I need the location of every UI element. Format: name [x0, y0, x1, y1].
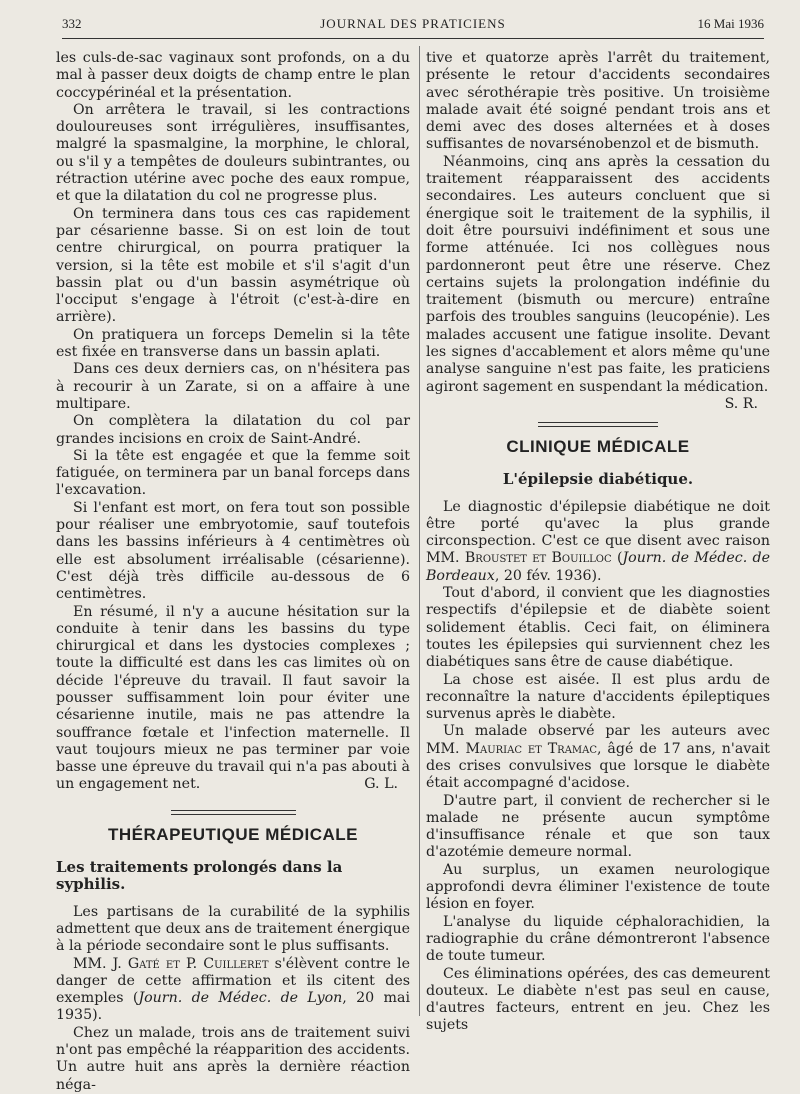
left-column — [56, 50, 410, 1094]
page-header — [62, 14, 764, 38]
section-separator — [56, 806, 410, 820]
paragraph: Si la tête est engagée et que la femme soit fatiguée, on terminera par un banal forceps dans l'excavation. — [56, 447, 410, 499]
author-names: MM. J. Gaté et P. Cuilleret — [73, 955, 269, 972]
article-title: Les traitements prolongés dans la syphilis. — [56, 858, 343, 894]
issue-date: 16 Mai 1936 — [697, 16, 764, 31]
paragraph-text: s'élèvent contre le danger de cette affirmation et ils citent des exemples ( — [56, 955, 410, 1007]
journal-reference: Journ. de Médec. de Lyon — [138, 990, 343, 1007]
paragraph-text: En résumé, il n'y a aucune hésitation sur la conduite à tenir dans les bassins du type chirurgical et dans les dystocies complexes ; toute la difficulté est dans les cas limites où on décide l'épreuve du travail. Il faut savoir la pousser suffisamment loin pour éviter une césarienne inutile, mais ne pas attendre la souffrance fœtale et l'infection maternelle. Il vaut toujours mieux ne pas terminer par voie basse une épreuve du travail qui n'a pas abouti à un engagement net. — [56, 603, 410, 793]
page-number: 332 — [62, 16, 82, 31]
paragraph: tive et quatorze après l'arrêt du traitement, présente le retour d'accidents secondaires avec sérothérapie très positive. Un troisième malade avait été soigné pendant trois ans et demi avec des doses alternées et à doses suffisantes de novarsénobenzol et de bismuth. — [426, 50, 770, 153]
paragraph: Au surplus, un examen neurologique approfondi devra éliminer l'existence de toute lésion en foyer. — [426, 861, 770, 913]
paragraph: Ces éliminations opérées, des cas demeurent douteux. Le diabète n'est pas seul en cause, d'autres facteurs, entrent en jeu. Chez les sujets — [426, 965, 770, 1034]
section-title: CLINIQUE MÉDICALE — [506, 436, 690, 456]
paragraph: D'autre part, il convient de rechercher si le malade ne présente aucun symptôme d'insuffisance rénale et que son taux d'azotémie demeure normal. — [426, 792, 770, 861]
paragraph-with-signature — [56, 604, 410, 794]
paragraph-text: Le diagnostic d'épilepsie diabétique ne doit être porté qu'avec la plus grande circonspection. C'est ce que disent avec raison — [426, 498, 770, 550]
paragraph-text: Un malade observé par les auteurs avec — [443, 723, 770, 740]
paragraph: les culs-de-sac vaginaux sont profonds, on a du mal à passer deux doigts de champ entre le plan coccypérinéal et la présentation. — [56, 50, 410, 101]
paragraph: Les partisans de la curabilité de la syphilis admettent que deux ans de traitement énergique à la période secondaire sont le plus suffisants. — [56, 903, 410, 955]
column-divider — [419, 46, 420, 1016]
author-names: MM. Broustet et Bouilloc — [426, 550, 612, 567]
reference-date: , 20 fév. 1936). — [494, 567, 602, 584]
article-title: L'épilepsie diabétique. — [502, 470, 694, 489]
author-signature: G. L. — [364, 776, 398, 793]
author-signature: S. R. — [724, 395, 758, 412]
paragraph-with-signature — [426, 153, 770, 412]
header-rule — [62, 38, 764, 39]
paragraph: La chose est aisée. Il est plus ardu de reconnaître la nature d'accidents épileptiques survenus après le diabète. — [426, 671, 770, 723]
paragraph: On complètera la dilatation du col par grandes incisions en croix de Saint-André. — [56, 413, 410, 447]
paragraph-text: , âgé de 17 ans, n'avait des crises convulsives que lorsque le diabète était accompagné d'acidose. — [426, 740, 770, 792]
paragraph-text: Néanmoins, cinq ans après la cessation du traitement réapparaissent des accidents secondaires. Les auteurs concluent que si énergique soit le traitement de la syphilis, il doit être poursuivi indéfiniment et sous une forme atténuée. Ici nos collègues nous pardonneront peut être une réserve. Chez certains sujets la prolongation indéfinie du traitement (bismuth ou mercure) entraîne parfois des troubles sanguins (leucopénie). Les malades accusent une fatigue insolite. Devant les signes d'accablement et alors même qu'une analyse sanguine n'est pas faite, les praticiens agiront sagement en suspendant la médication. — [426, 153, 770, 395]
paragraph: Tout d'abord, il convient que les diagnosties respectifs d'épilepsie et de diabète soient solidement établis. Ceci fait, on éliminera toutes les épilepsies qui surviennent chez les diabétiques sans être de cause diabétique. — [426, 585, 770, 671]
journal-title: JOURNAL DES PRATICIENS — [320, 16, 506, 31]
paragraph — [426, 723, 770, 792]
paragraph: On pratiquera un forceps Demelin si la tête est fixée en transverse dans un bassin aplati. — [56, 326, 410, 361]
paragraph — [56, 956, 410, 1025]
journal-reference: Journ. de Médec. de Bordeaux — [426, 550, 770, 584]
section-title: THÉRAPEUTIQUE MÉDICALE — [108, 824, 358, 844]
paragraph: Le diagnostic d'épilepsie diabétique ne doit être porté qu'avec la plus grande circonspection. C'est ce que disent avec raison MM. Broustet et Bouilloc (Journ. de Médec. de Bordeaux, 20 fév. 1936). — [426, 498, 770, 584]
paragraph: L'analyse du liquide céphalorachidien, la radiographie du crâne démontreront l'absence de toute tumeur. — [426, 913, 770, 965]
paragraph: On arrêtera le travail, si les contractions douloureuses sont irrégulières, insuffisantes, malgré la spasmalgine, la morphine, le chloral, ou s'il y a tempêtes de douleurs subintrantes, ou rétraction utérine avec poche des eaux rompue, et que la dilatation du col ne progresse plus. — [56, 101, 410, 205]
paragraph: Chez un malade, trois ans de traitement suivi n'ont pas empêché la réapparition des accidents. Un autre huit ans après la dernière réaction néga- — [56, 1024, 410, 1093]
right-column — [426, 50, 770, 1035]
section-separator — [426, 418, 770, 432]
paragraph: On terminera dans tous ces cas rapidement par césarienne basse. Si on est loin de tout centre chirurgical, on pourra pratiquer la version, si la tête est mobile et s'il s'agit d'un bassin plat ou d'un bassin asymétrique où l'occiput s'engage à l'étroit (c'est-à-dire en arrière). — [56, 205, 410, 326]
author-names: MM. Mauriac et Tramac — [426, 740, 598, 757]
reference-date: , 20 mai 1935). — [56, 990, 410, 1024]
paragraph: Dans ces deux derniers cas, on n'hésitera pas à recourir à un Zarate, si on a affaire à une multipare. — [56, 361, 410, 412]
paragraph: Si l'enfant est mort, on fera tout son possible pour réaliser une embryotomie, sauf toutefois dans les bassins inférieurs à 4 centimètres où elle est absolument irréalisable (césarienne). C'est déjà très difficile au-dessous de 6 centimètres. — [56, 499, 410, 603]
